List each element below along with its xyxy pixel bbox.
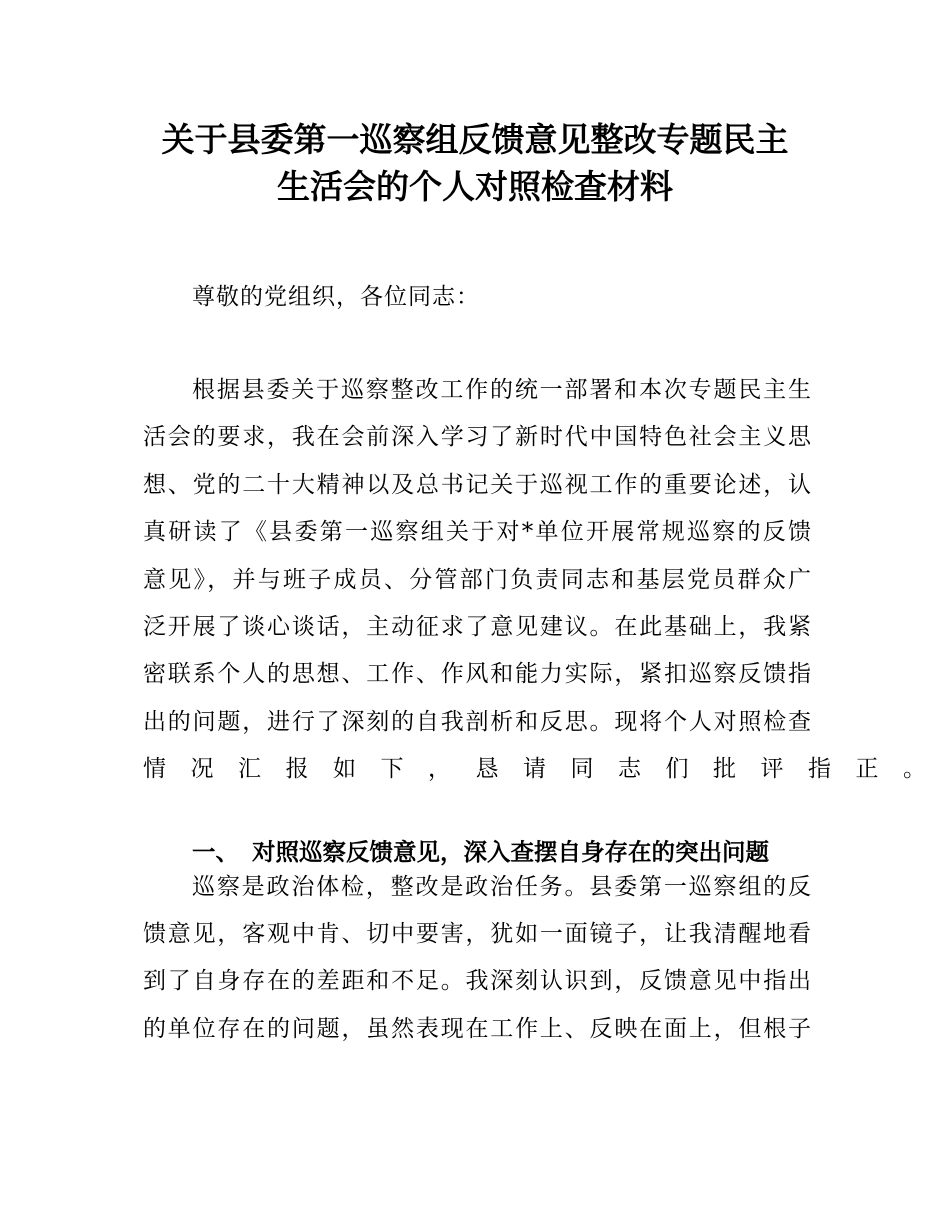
paragraph-line: 情况汇报如下，恳请同志们批评指正。 xyxy=(143,756,950,782)
section-heading xyxy=(192,837,769,867)
paragraph-line: 活会的要求，我在会前深入学习了新时代中国特色社会主义思 xyxy=(143,424,811,450)
paragraph-line: 想、党的二十大精神以及总书记关于巡视工作的重要论述，认 xyxy=(143,472,811,498)
paragraph-line: 出的问题，进行了深刻的自我剖析和反思。现将个人对照检查 xyxy=(143,709,811,735)
greeting: 尊敬的党组织，各位同志： xyxy=(192,284,480,310)
paragraph-line: 密联系个人的思想、工作、作风和能力实际，紧扣巡察反馈指 xyxy=(143,661,811,687)
paragraph-line: 根据县委关于巡察整改工作的统一部署和本次专题民主生 xyxy=(192,377,811,403)
paragraph-line: 巡察是政治体检，整改是政治任务。县委第一巡察组的反 xyxy=(192,874,811,900)
document-title-line-1: 关于县委第一巡察组反馈意见整改专题民主 xyxy=(161,120,789,159)
paragraph-line: 泛开展了谈心谈话，主动征求了意见建议。在此基础上，我紧 xyxy=(143,614,811,640)
document-title-line-2: 生活会的个人对照检查材料 xyxy=(277,167,673,206)
section-heading-text: 对照巡察反馈意见，深入查摆自身存在的突出问题 xyxy=(252,838,769,866)
paragraph-line: 的单位存在的问题，虽然表现在工作上、反映在面上，但根子 xyxy=(143,1016,811,1042)
paragraph-line: 真研读了《县委第一巡察组关于对*单位开展常规巡察的反馈 xyxy=(143,519,811,545)
paragraph-line: 意见》，并与班子成员、分管部门负责同志和基层党员群众广 xyxy=(143,567,811,593)
paragraph-line: 馈意见，客观中肯、切中要害，犹如一面镜子，让我清醒地看 xyxy=(143,921,811,947)
section-number: 一、 xyxy=(192,838,239,866)
paragraph-line: 到了自身存在的差距和不足。我深刻认识到，反馈意见中指出 xyxy=(143,968,811,994)
